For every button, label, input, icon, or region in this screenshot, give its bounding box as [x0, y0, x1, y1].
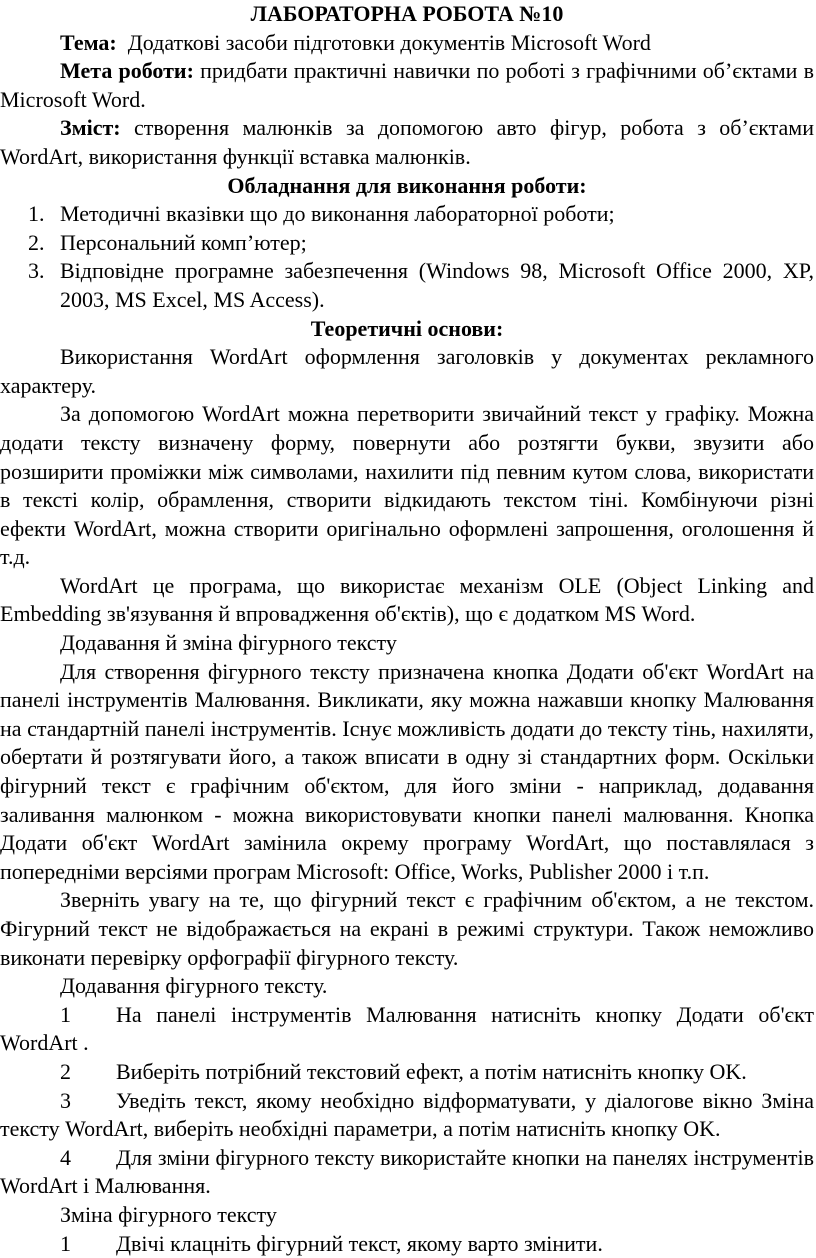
step-text: На панелі інструментів Малювання натисніть кнопку Додати об'єкт WordArt . [0, 1001, 814, 1056]
step-text: Для зміни фігурного тексту використайте кнопки на панелях інструментів WordArt і Малювання. [0, 1144, 814, 1199]
step-number: 1 [60, 1001, 71, 1027]
page-title: ЛАБОРАТОРНА РОБОТА №10 [250, 1, 564, 26]
list-item-number: 1. [28, 201, 45, 227]
topic-text: Додаткові засоби підготовки документів Microsoft Word [127, 29, 651, 55]
list-item-text: Персональний комп’ютер; [60, 229, 307, 255]
goal-label: Мета роботи: [60, 58, 194, 84]
body-paragraph: Зверніть увагу на те, що фігурний текст є графічним об'єктом, а не текстом. Фігурний текст не відображається на екрані в режимі структури. Також неможливо виконати перевірку орфографії фігурного тексту. [0, 887, 814, 970]
body-paragraph: За допомогою WordArt можна перетворити звичайний текст у графіку. Можна додати тексту визначену форму, повернути або розтягти букви, звузити або розширити проміжки між символами, нахилити під певним кутом слова, використати в тексті колір, обрамлення, створити відкидають текстом тіні. Комбінуючи різні ефекти WordArt, можна створити оригінально оформлені запрошення, оголошення й т.д. [0, 401, 814, 570]
equipment-heading: Обладнання для виконання роботи: [227, 172, 587, 198]
content-paragraph [0, 114, 814, 171]
topic-line [0, 29, 814, 58]
step-number: 1 [60, 1230, 71, 1256]
list-item [0, 257, 814, 314]
step-text: Двічі клацніть фігурний текст, якому варто змінити. [116, 1230, 603, 1256]
list-item-number: 2. [28, 229, 45, 255]
list-item-text: Методичні вказівки що до виконання лабораторної роботи; [60, 201, 615, 227]
step-item [0, 1144, 814, 1201]
list-item-number: 3. [28, 258, 45, 284]
section-subheading: Зміна фігурного тексту [60, 1201, 277, 1227]
step-number: 3 [60, 1087, 71, 1113]
content-text: створення малюнків за допомогою авто фігур, робота з об’єктами WordArt, використання функції вставка малюнків. [0, 115, 814, 169]
step-number: 2 [60, 1058, 71, 1084]
topic-label: Тема: [60, 29, 117, 55]
equipment-list [0, 200, 814, 314]
step-item [0, 1001, 814, 1058]
body-paragraph: WordArt це програма, що використає механізм OLE (Object Linking and Embedding зв'язування й впровадження об'єктів), що є додатком MS Word. [0, 572, 814, 627]
step-item [0, 1087, 814, 1144]
list-item [0, 229, 814, 258]
section-subheading: Додавання й зміна фігурного тексту [60, 630, 397, 656]
section-subheading: Додавання фігурного тексту. [60, 973, 328, 999]
body-paragraph: Для створення фігурного тексту призначена кнопка Додати об'єкт WordArt на панелі інструментів Малювання. Викликати, яку можна нажавши кнопку Малювання на стандартній панелі інструментів. Існує можливість додати до тексту тінь, нахиляти, обертати й розтягувати його, а також вписати в одну зі стандартних форм. Оскільки фігурний текст є графічним об'єктом, для його зміни - наприклад, додавання заливання малюнком - можна використовувати кнопки панелі малювання. Кнопка Додати об'єкт WordArt замінила окрему програму WordArt, що поставлялася з попередніми версіями програм Microsoft: Office, Works, Publisher 2000 і т.п. [0, 658, 814, 884]
step-text: Уведіть текст, якому необхідно відформатувати, у діалогове вікно Зміна тексту WordArt, виберіть необхідні параметри, а потім натисніть кнопку OK. [0, 1087, 814, 1142]
goal-paragraph [0, 57, 814, 114]
content-label: Зміст: [60, 115, 121, 141]
theory-heading: Теоретичні основи: [310, 315, 504, 341]
goal-text: придбати практичні навички по роботі з графічними об’єктами в Microsoft Word. [0, 58, 814, 112]
body-paragraph: Використання WordArt оформлення заголовків у документах рекламного характеру. [0, 344, 814, 398]
list-item [0, 200, 814, 229]
step-text: Виберіть потрібний текстовий ефект, а потім натисніть кнопку OK. [116, 1058, 747, 1084]
step-item [0, 1058, 814, 1087]
list-item-text: Відповідне програмне забезпечення (Windows 98, Microsoft Office 2000, XP, 2003, MS Excel, MS Access). [60, 258, 814, 312]
step-number: 4 [60, 1144, 71, 1170]
step-item [0, 1230, 814, 1258]
